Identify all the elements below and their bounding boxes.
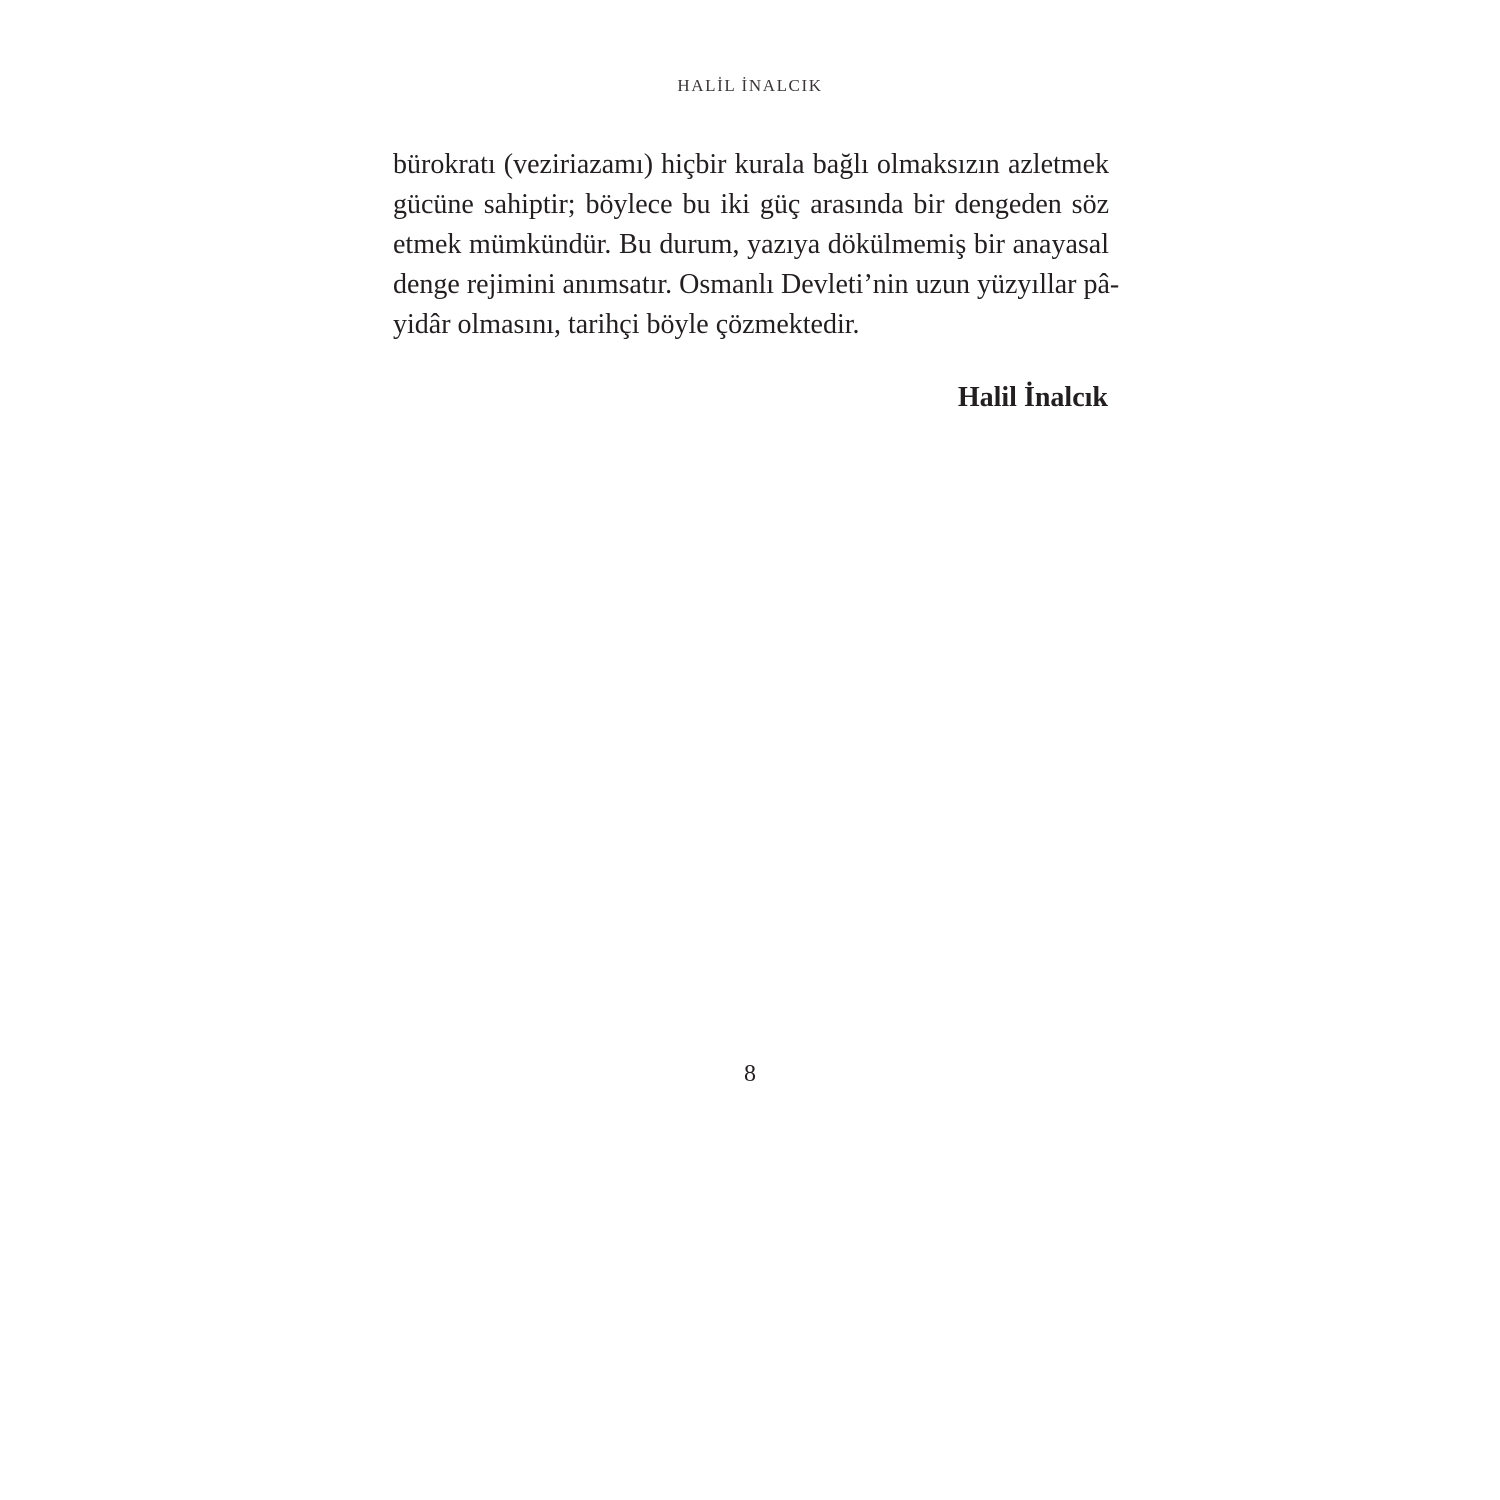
body-line: yidâr olmasını, tarihçi böyle çözmektedir. [393,309,860,340]
running-head: HALİL İNALCIK [677,76,823,95]
body-line: bürokratı (veziriazamı) hiçbir kurala bağlı olmaksızın azletmek [393,149,1109,180]
author-signature: Halil İnalcık [957,382,1108,413]
body-paragraph [393,145,1120,345]
page-number: 8 [744,1061,756,1087]
body-line: denge rejimini anımsatır. Osmanlı Devleti’nin uzun yüzyıllar pâ- [393,269,1120,300]
body-line: gücüne sahiptir; böylece bu iki güç arasında bir dengeden söz [393,189,1109,220]
body-line: etmek mümkündür. Bu durum, yazıya dökülmemiş bir anayasal [393,229,1109,260]
